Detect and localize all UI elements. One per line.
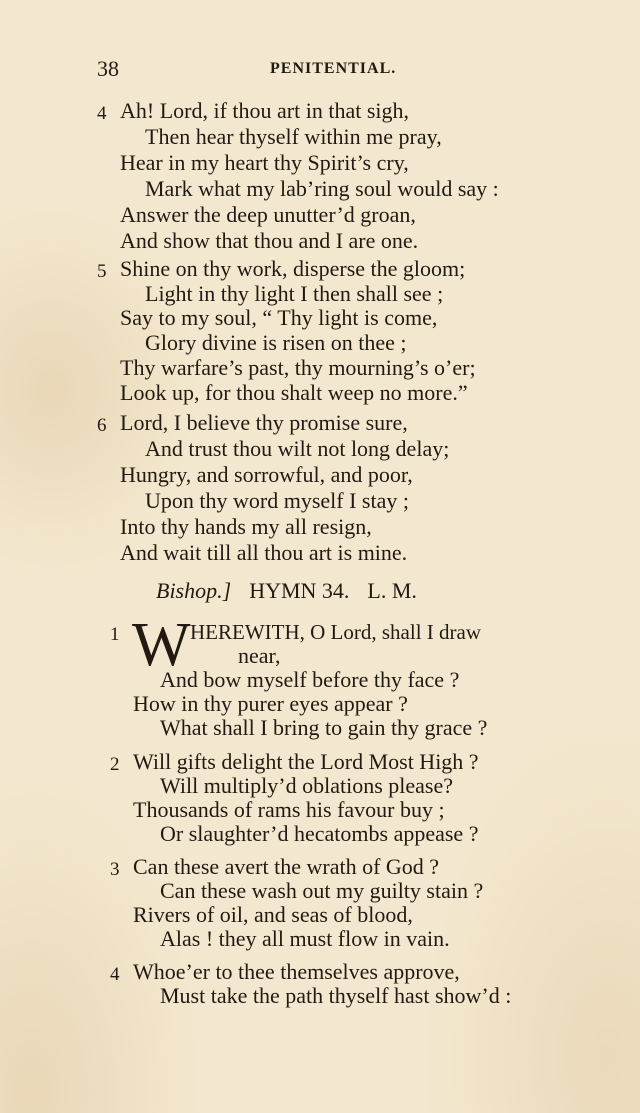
verse-line: Shine on thy work, disperse the gloom; <box>120 256 466 281</box>
verse-line: Answer the deep unutter’d groan, <box>120 202 416 227</box>
verse-line: And wait till all thou art is mine. <box>120 540 408 565</box>
verse-line: Can these wash out my guilty stain ? <box>160 878 484 903</box>
verse-line: Into thy hands my all resign, <box>120 514 372 539</box>
verse-line: Ah! Lord, if thou art in that sigh, <box>120 98 410 123</box>
drop-cap: W <box>132 611 191 679</box>
hymn-author: Bishop.] <box>156 578 232 603</box>
stanza-number: 3 <box>110 859 120 880</box>
verse-line: Light in thy light I then shall see ; <box>145 281 444 306</box>
stanza-number: 5 <box>97 261 107 282</box>
verse-line: Hear in my heart thy Spirit’s cry, <box>120 150 409 175</box>
verse-line: What shall I bring to gain thy grace ? <box>160 715 488 740</box>
verse-line: And trust thou wilt not long delay; <box>145 436 450 461</box>
verse-line: near, <box>238 643 281 668</box>
verse-line: Thy warfare’s past, thy mourning’s o’er; <box>120 355 476 380</box>
verse-line: HEREWITH, O Lord, shall I draw <box>190 620 482 644</box>
verse-line: Look up, for thou shalt weep no more.” <box>120 380 468 405</box>
verse-line: How in thy purer eyes appear ? <box>133 691 408 716</box>
stanza-number: 4 <box>97 103 107 124</box>
verse-line: Say to my soul, “ Thy light is come, <box>120 305 438 330</box>
hymn-meter: L. M. <box>367 578 417 603</box>
verse-line: Will multiply’d oblations please? <box>160 773 454 798</box>
verse-line: Can these avert the wrath of God ? <box>133 854 440 879</box>
verse-line: Hungry, and sorrowful, and poor, <box>120 462 413 487</box>
verse-line: Rivers of oil, and seas of blood, <box>133 902 413 927</box>
page-header <box>0 56 640 86</box>
verse-line: Mark what my lab’ring soul would say : <box>145 176 499 201</box>
hymn-number: HYMN 34. <box>249 578 350 603</box>
verse-line: Will gifts delight the Lord Most High ? <box>133 749 479 774</box>
verse-line: Must take the path thyself hast show’d : <box>160 983 512 1008</box>
running-head: PENITENTIAL. <box>270 60 397 77</box>
verse-line: Then hear thyself within me pray, <box>145 124 442 149</box>
verse-line: Upon thy word myself I stay ; <box>145 488 409 513</box>
verse-line: Alas ! they all must flow in vain. <box>160 926 450 951</box>
stanza-number: 6 <box>97 415 107 436</box>
verse-line: And show that thou and I are one. <box>120 228 419 253</box>
stanza-number: 2 <box>110 754 120 775</box>
verse-line: Glory divine is risen on thee ; <box>145 330 407 355</box>
verse-line: Lord, I believe thy promise sure, <box>120 410 408 435</box>
stanza-number: 1 <box>110 624 120 645</box>
verse-line: Or slaughter’d hecatombs appease ? <box>160 821 479 846</box>
page-number: 38 <box>97 56 119 81</box>
verse-line: And bow myself before thy face ? <box>160 667 460 692</box>
verse-line: Whoe’er to thee themselves approve, <box>133 959 460 984</box>
stanza-number: 4 <box>110 964 120 985</box>
hymn-title <box>156 578 417 604</box>
verse-line: Thousands of rams his favour buy ; <box>133 797 445 822</box>
